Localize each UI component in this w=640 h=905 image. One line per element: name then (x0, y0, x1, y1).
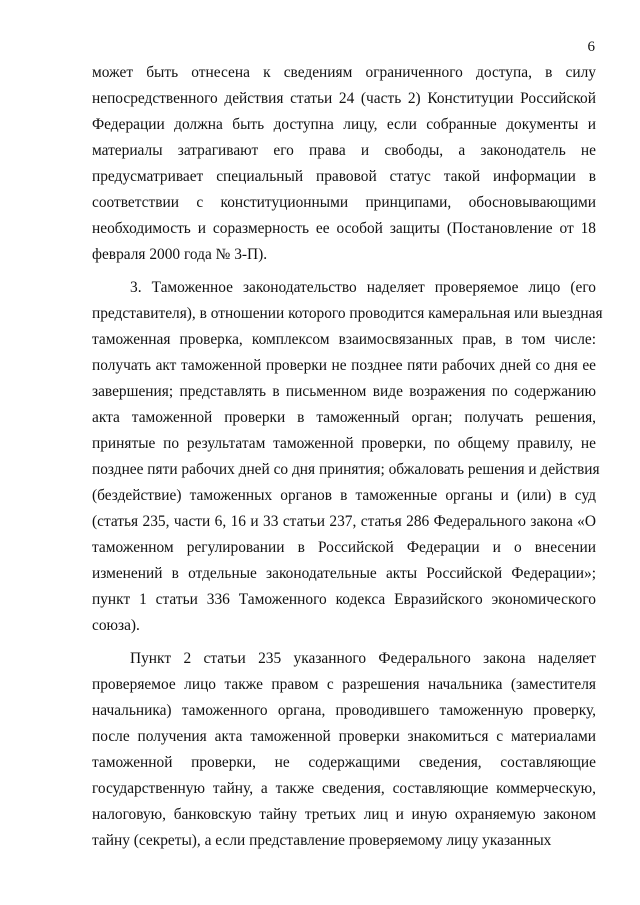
paragraph (92, 60, 596, 268)
text-line: после получения акта таможенной проверки знакомиться с материалами (92, 728, 596, 745)
text-line: таможенной проверки, не содержащими сведения, составляющие (92, 754, 596, 771)
text-line: принятые по результатам таможенной проверки, по общему правилу, не (92, 435, 596, 452)
text-line: начальника) таможенного органа, проводившего таможенную проверку, (92, 702, 596, 719)
text-line: Федерации должна быть доступна лицу, если собранные документы и (92, 116, 596, 133)
text-line: (статья 235, части 6, 16 и 33 статьи 237, статья 286 Федерального закона «О (92, 513, 596, 530)
text-line: Пункт 2 статьи 235 указанного Федерального закона наделяет (130, 650, 596, 667)
document-body (92, 60, 603, 854)
text-line: представителя), в отношении которого проводится камеральная или выездная (92, 305, 603, 322)
text-line: таможенном регулировании в Российской Федерации и о внесении (92, 539, 596, 556)
text-line: таможенная проверка, комплексом взаимосвязанных прав, в том числе: (92, 331, 596, 348)
text-line: получать акт таможенной проверки не позднее пяти рабочих дней со дня ее (92, 357, 596, 374)
text-line: может быть отнесена к сведениям ограниченного доступа, в силу (92, 64, 596, 81)
paragraph (92, 275, 603, 639)
text-line: предусматривает специальный правовой статус такой информации в (92, 168, 596, 185)
page-number: 6 (587, 39, 595, 55)
text-line: налоговую, банковскую тайну третьих лиц и иную охраняемую законом (92, 806, 596, 823)
text-line: непосредственного действия статьи 24 (часть 2) Конституции Российской (92, 90, 596, 107)
text-line: союза). (92, 617, 140, 634)
text-line: позднее пяти рабочих дней со дня принятия; обжаловать решения и действия (92, 461, 600, 478)
text-line: пункт 1 статьи 336 Таможенного кодекса Евразийского экономического (92, 591, 596, 608)
text-line: соответствии с конституционными принципами, обосновывающими (92, 194, 596, 211)
text-line: завершения; представлять в письменном виде возражения по содержанию (92, 383, 596, 400)
text-line: 3. Таможенное законодательство наделяет проверяемое лицо (его (130, 279, 596, 296)
text-line: проверяемое лицо также правом с разрешения начальника (заместителя (92, 676, 596, 693)
text-line: изменений в отдельные законодательные акты Российской Федерации»; (92, 565, 596, 582)
text-line: государственную тайну, а также сведения, составляющие коммерческую, (92, 780, 596, 797)
text-line: материалы затрагивают его права и свободы, а законодатель не (92, 142, 596, 159)
text-line: (бездействие) таможенных органов в таможенные органы и (или) в суд (92, 487, 596, 504)
paragraph (92, 646, 596, 854)
text-line: акта таможенной проверки в таможенный орган; получать решения, (92, 409, 596, 426)
text-line: февраля 2000 года № 3-П). (92, 246, 268, 263)
text-line: тайну (секреты), а если представление проверяемому лицу указанных (92, 832, 552, 849)
text-line: необходимость и соразмерность ее особой защиты (Постановление от 18 (92, 220, 596, 237)
